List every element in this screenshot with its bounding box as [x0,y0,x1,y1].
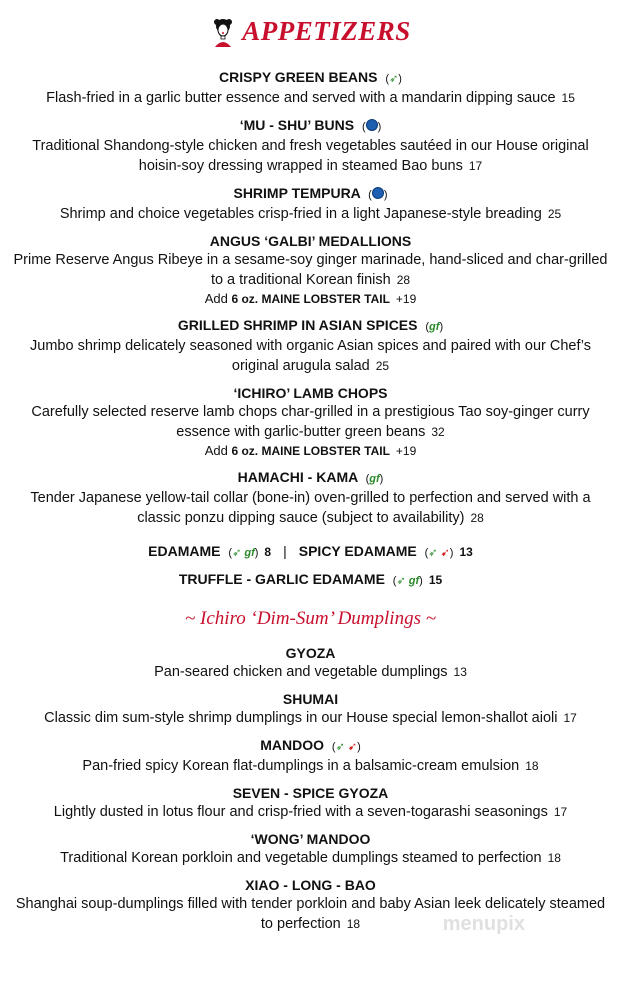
item-description [0,708,621,728]
item-name-text: SHRIMP TEMPURA [233,185,361,201]
item-price: 17 [553,805,568,819]
item-name-text: GYOZA [285,645,336,661]
item-description-text: Tender Japanese yellow-tail collar (bone-in) oven-grilled to perfection and served with a classic ponzu dipping sauce (subject to availability) [30,490,591,526]
item-name-text: SEVEN - SPICE GYOZA [232,785,389,801]
item-name [0,68,621,88]
diet-icons: (➶) [385,73,402,85]
item-name-text: ANGUS ‘GALBI’ MEDALLIONS [209,233,412,249]
item-price: 18 [346,917,361,931]
item-description [0,894,621,934]
menu-item [0,316,621,376]
menu-item [0,736,621,776]
item-description [0,402,621,442]
menu-item [0,830,621,868]
edamame-price: 13 [459,545,473,559]
dumpling-list [0,644,621,934]
item-name-text: HAMACHI - KAMA [237,469,358,485]
gluten-free-icon: gf [408,575,420,587]
item-name [0,316,621,336]
vegetarian-leaf-icon: ➶ [428,547,438,559]
item-price: 13 [453,665,467,679]
item-name [0,184,621,204]
item-name-text: GRILLED SHRIMP IN ASIAN SPICES [177,317,418,333]
spicy-pepper-icon: ➹ [347,741,358,753]
vegetarian-leaf-icon: ➶ [396,575,406,587]
vegetarian-leaf-icon: ➶ [232,547,242,559]
addon-label: 6 oz. MAINE LOBSTER TAIL [231,292,390,306]
diet-icons: ( ) [368,189,388,201]
menu-item [0,644,621,682]
menu-items [0,68,621,942]
item-price: 28 [470,511,484,525]
item-name [0,784,621,802]
diet-icons: (➶ ➹) [424,547,454,559]
item-name [0,468,621,488]
edamame-price: 8 [264,545,272,559]
item-description-text: Carefully selected reserve lamb chops char-grilled in a prestigious Tao soy-ginger curry essence with garlic-butter green beans [31,404,590,440]
globe-icon [366,119,378,131]
vegetarian-leaf-icon: ➶ [335,741,345,753]
diet-icons: (➶ gf) [392,575,423,587]
page-header [0,16,621,52]
item-description [0,802,621,822]
gluten-free-icon: gf [429,321,440,333]
item-name [0,736,621,756]
menu-item [0,468,621,528]
separator: | [283,543,287,559]
menu-item [0,184,621,224]
dumplings-section-title: ~ Ichiro ‘Dim-Sum’ Dumplings ~ [185,608,436,629]
item-addon [0,290,621,308]
edamame-row [0,542,621,562]
item-description [0,848,621,868]
spicy-pepper-icon: ➹ [440,547,450,559]
item-name [0,690,621,708]
item-name [0,116,621,136]
watermark-text: menupix [442,913,525,935]
menu-item [0,68,621,108]
geisha-logo-icon [210,17,236,47]
item-name-text: ‘MU - SHU’ BUNS [239,117,355,133]
addon-label: 6 oz. MAINE LOBSTER TAIL [231,444,390,458]
item-description-text: Prime Reserve Angus Ribeye in a sesame-soy ginger marinade, hand-sliced and char-grilled to a traditional Korean finish [13,252,608,288]
edamame-block [0,542,621,590]
item-name [0,830,621,848]
appetizer-list [0,68,621,528]
item-description [0,88,621,108]
item-name [0,232,621,250]
diet-icons: ( ) [361,121,382,133]
item-description [0,488,621,528]
diet-icons: (gf) [365,473,384,485]
item-name-text: MANDOO [260,737,325,753]
item-price: 18 [547,851,561,865]
item-name [0,876,621,894]
globe-icon [372,187,384,199]
diet-icons: (➶ ➹) [331,741,361,753]
gluten-free-icon: gf [369,473,380,485]
item-name [0,644,621,662]
item-description [0,136,621,176]
item-description-text: Pan-fried spicy Korean flat-dumplings in a balsamic-cream emulsion [82,758,520,774]
addon-prefix: Add [204,291,228,306]
item-name-text: SHUMAI [282,691,339,707]
edamame-name: SPICY EDAMAME [298,543,417,559]
item-price: 32 [431,425,445,439]
vegetarian-leaf-icon: ➶ [389,73,399,85]
item-description [0,250,621,290]
item-description [0,336,621,376]
menu-item [0,232,621,308]
item-description [0,756,621,776]
edamame-name: EDAMAME [148,543,221,559]
item-description [0,662,621,682]
item-price: 18 [525,759,539,773]
item-description-text: Flash-fried in a garlic butter essence and served with a mandarin dipping sauce [46,90,556,106]
page-title: APPETIZERS [242,16,411,46]
item-description-text: Jumbo shrimp delicately seasoned with organic Asian spices and paired with our Chef’s original arugula salad [30,338,591,374]
item-price: 25 [547,207,562,221]
diet-icons: (gf) [425,321,444,333]
item-price: 17 [563,711,577,725]
item-price: 15 [561,91,575,105]
item-name-text: ‘WONG’ MANDOO [250,831,371,847]
item-description-text: Classic dim sum-style shrimp dumplings in our House special lemon-shallot aioli [44,710,558,726]
item-name-text: CRISPY GREEN BEANS [219,69,378,85]
menu-item [0,384,621,460]
item-description-text: Lightly dusted in lotus flour and crisp-fried with a seven-togarashi seasonings [53,804,548,820]
item-name-text: ‘ICHIRO’ LAMB CHOPS [233,385,388,401]
item-price: 25 [375,359,390,373]
item-description-text: Traditional Shandong-style chicken and fresh vegetables sautéed in our House original hoisin-soy dressing wrapped in steamed Bao buns [32,138,589,174]
item-description [0,204,621,224]
edamame-price: 15 [428,573,443,587]
addon-prefix: Add [204,443,228,458]
menu-item [0,876,621,934]
item-description-text: Pan-seared chicken and vegetable dumplings [154,664,448,680]
item-name-text: XIAO - LONG - BAO [245,877,376,893]
diet-icons: (➶ gf) [228,547,259,559]
edamame-name: TRUFFLE - GARLIC EDAMAME [178,571,385,587]
item-price: 17 [468,159,483,173]
menu-item [0,690,621,728]
item-description-text: Traditional Korean porkloin and vegetable dumplings steamed to perfection [60,850,542,866]
addon-price: +19 [395,292,417,306]
item-description-text: Shanghai soup-dumplings filled with tender porkloin and baby Asian leek delicately steamed to perfection [15,896,606,932]
item-price: 28 [396,273,411,287]
addon-price: +19 [395,444,417,458]
item-description-text: Shrimp and choice vegetables crisp-fried in a light Japanese-style breading [59,206,542,222]
item-addon [0,442,621,460]
truffle-edamame-row [0,570,621,590]
menu-item [0,784,621,822]
item-name [0,384,621,402]
menu-item [0,116,621,176]
gluten-free-icon: gf [244,547,255,559]
